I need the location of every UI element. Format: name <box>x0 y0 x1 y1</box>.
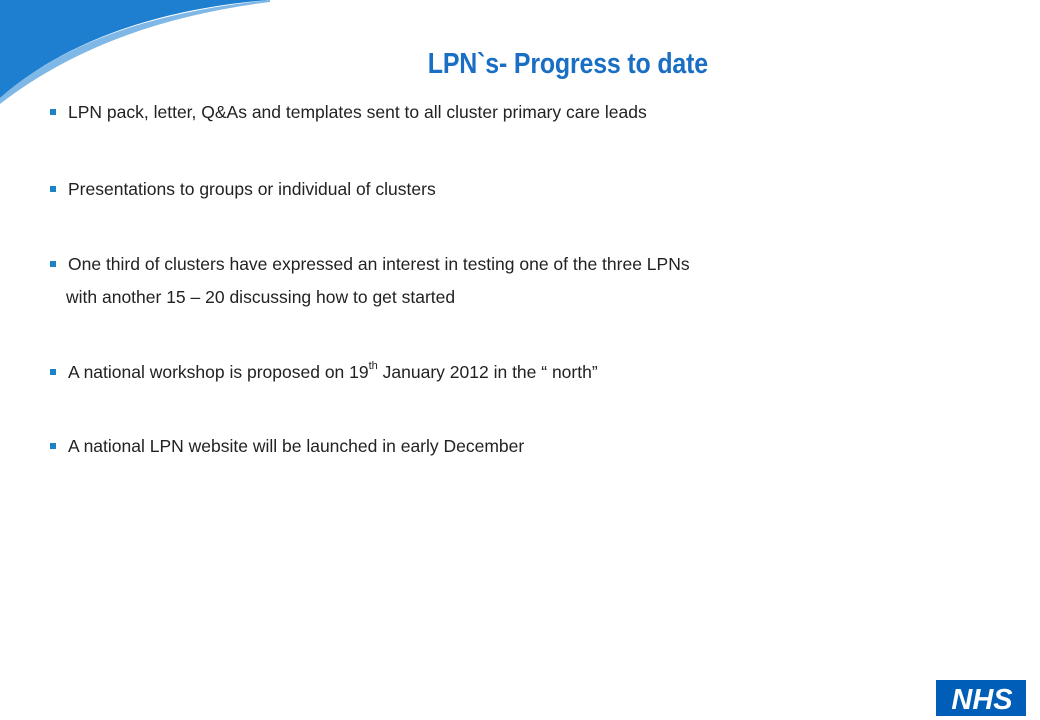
nhs-logo <box>936 680 1026 716</box>
square-bullet-icon <box>50 443 56 449</box>
bullet-item <box>50 253 1010 275</box>
nhs-logo-text: NHS <box>951 684 1013 716</box>
bullet-text: Presentations to groups or individual of clusters <box>68 179 436 199</box>
bullet-text-before: A national workshop is proposed on 19 <box>68 362 369 382</box>
bullet-item <box>50 435 1010 457</box>
bullet-list <box>50 101 1010 457</box>
slide-title: LPN`s- Progress to date <box>427 48 708 80</box>
bullet-text: One third of clusters have expressed an interest in testing one of the three LPNs <box>68 254 690 274</box>
bullet-superscript: th <box>368 360 378 373</box>
bullet-text: A national LPN website will be launched in early December <box>68 436 525 456</box>
bullet-continuation: with another 15 – 20 discussing how to get started <box>66 287 456 307</box>
bullet-text-after: January 2012 in the “ north” <box>377 362 598 382</box>
square-bullet-icon <box>50 369 56 375</box>
bullet-item <box>50 178 1010 200</box>
square-bullet-icon <box>50 186 56 192</box>
bullet-text: LPN pack, letter, Q&As and templates sent to all cluster primary care leads <box>68 102 647 122</box>
square-bullet-icon <box>50 261 56 267</box>
square-bullet-icon <box>50 109 56 115</box>
bullet-item <box>50 101 1010 123</box>
bullet-item <box>50 361 1010 383</box>
